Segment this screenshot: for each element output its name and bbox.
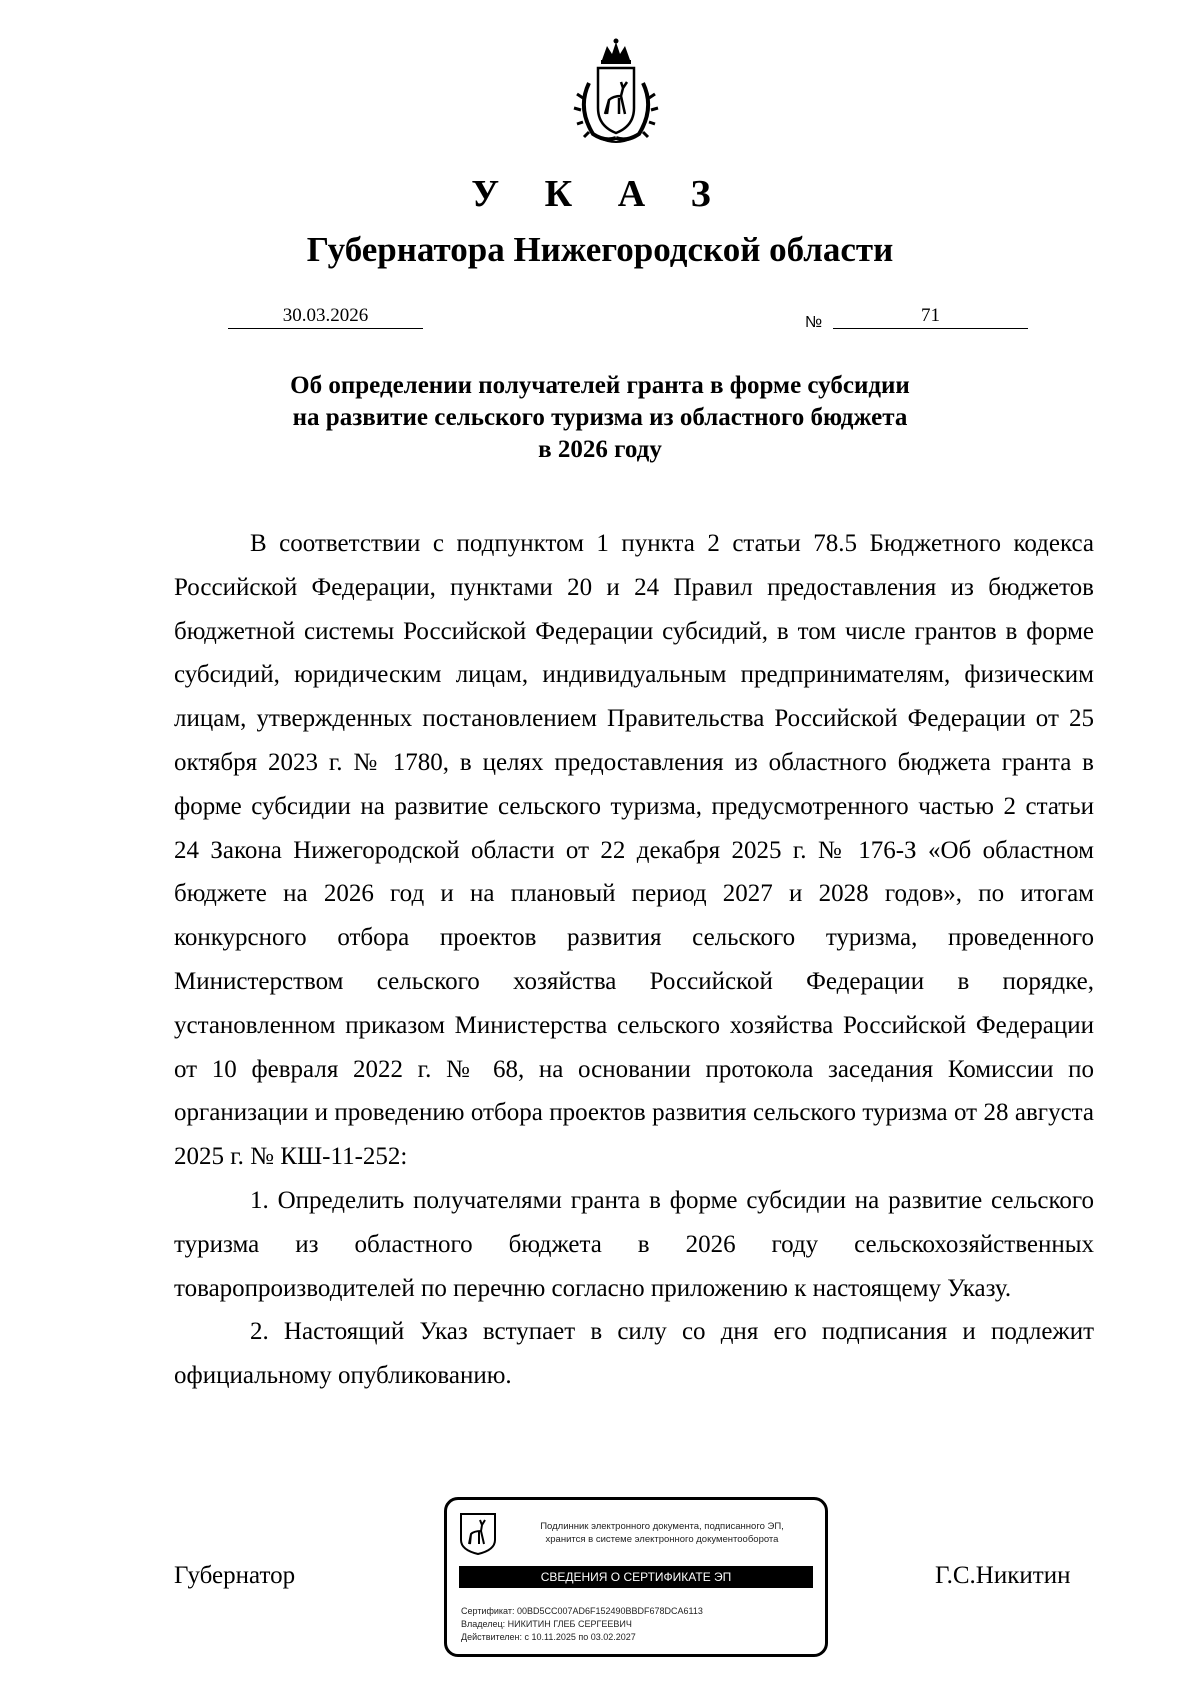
subject-line: Об определении получателей гранта в форме субсидии bbox=[290, 372, 910, 399]
subject-line: в 2026 году bbox=[538, 436, 662, 463]
number-sign: № bbox=[805, 314, 823, 331]
body-paragraph: 2. Настоящий Указ вступает в силу со дня его подписания и подлежит официальному опубликованию. bbox=[174, 1318, 1094, 1390]
subject-line: на развитие сельского туризма из областного бюджета bbox=[292, 404, 908, 431]
stamp-note bbox=[507, 1520, 817, 1546]
stamp-note-line: хранится в системе электронного документооборота bbox=[545, 1534, 779, 1545]
coat-of-arms-icon bbox=[569, 38, 663, 148]
certificate-details bbox=[461, 1605, 703, 1644]
stamp-note-line: Подлинник электронного документа, подписанного ЭП, bbox=[540, 1521, 784, 1532]
body-paragraph: 1. Определить получателями гранта в форме субсидии на развитие сельского туризма из областного бюджета в 2026 году сельскохозяйственных товаропроизводителей по перечню согласно приложению к настоящему Указу. bbox=[174, 1186, 1094, 1302]
document-number: 71 bbox=[833, 304, 1028, 329]
document-body bbox=[174, 522, 1094, 1398]
certificate-id: Сертификат: 00BD5CC007AD6F152490BBDF678DCA6113 bbox=[461, 1606, 703, 1616]
issuer-title: Губернатора Нижегородской области bbox=[306, 230, 894, 269]
electronic-signature-stamp bbox=[444, 1497, 828, 1657]
deer-emblem-icon bbox=[459, 1512, 497, 1556]
certificate-header: СВЕДЕНИЯ О СЕРТИФИКАТЕ ЭП bbox=[459, 1566, 813, 1588]
document-type-title: У К А З bbox=[471, 173, 729, 215]
document-subject bbox=[200, 370, 1000, 466]
signatory-name: Г.С.Никитин bbox=[935, 1562, 1071, 1589]
document-date: 30.03.2026 bbox=[228, 304, 423, 329]
body-paragraph: В соответствии с подпунктом 1 пункта 2 статьи 78.5 Бюджетного кодекса Российской Федерации, пунктами 20 и 24 Правил предоставления из бюджетов бюджетной системы Российской Федерации субсидий, в том числе грантов в форме субсидий, юридическим лицам, индивидуальным предпринимателям, физическим лицам, утвержденных постановлением Правительства Российской Федерации от 25 октября 2023 г. № 1780, в целях предоставления из областного бюджета гранта в форме субсидии на развитие сельского туризма, предусмотренного частью 2 статьи 24 Закона Нижегородской области от 22 декабря 2025 г. № 176-З «Об областном бюджете на 2026 год и на плановый период 2027 и 2028 годов», по итогам конкурсного отбора проектов развития сельского туризма, проведенного Министерством сельского хозяйства Российской Федерации в порядке, установленном приказом Министерства сельского хозяйства Российской Федерации от 10 февраля 2022 г. № 68, на основании протокола заседания Комиссии по организации и проведению отбора проектов развития сельского туризма от 28 августа 2025 г. № КШ-11-252: bbox=[174, 530, 1094, 1171]
certificate-validity: Действителен: с 10.11.2025 по 03.02.2027 bbox=[461, 1632, 636, 1642]
certificate-owner: Владелец: НИКИТИН ГЛЕБ СЕРГЕЕВИЧ bbox=[461, 1619, 632, 1629]
signatory-role: Губернатор bbox=[174, 1562, 296, 1589]
